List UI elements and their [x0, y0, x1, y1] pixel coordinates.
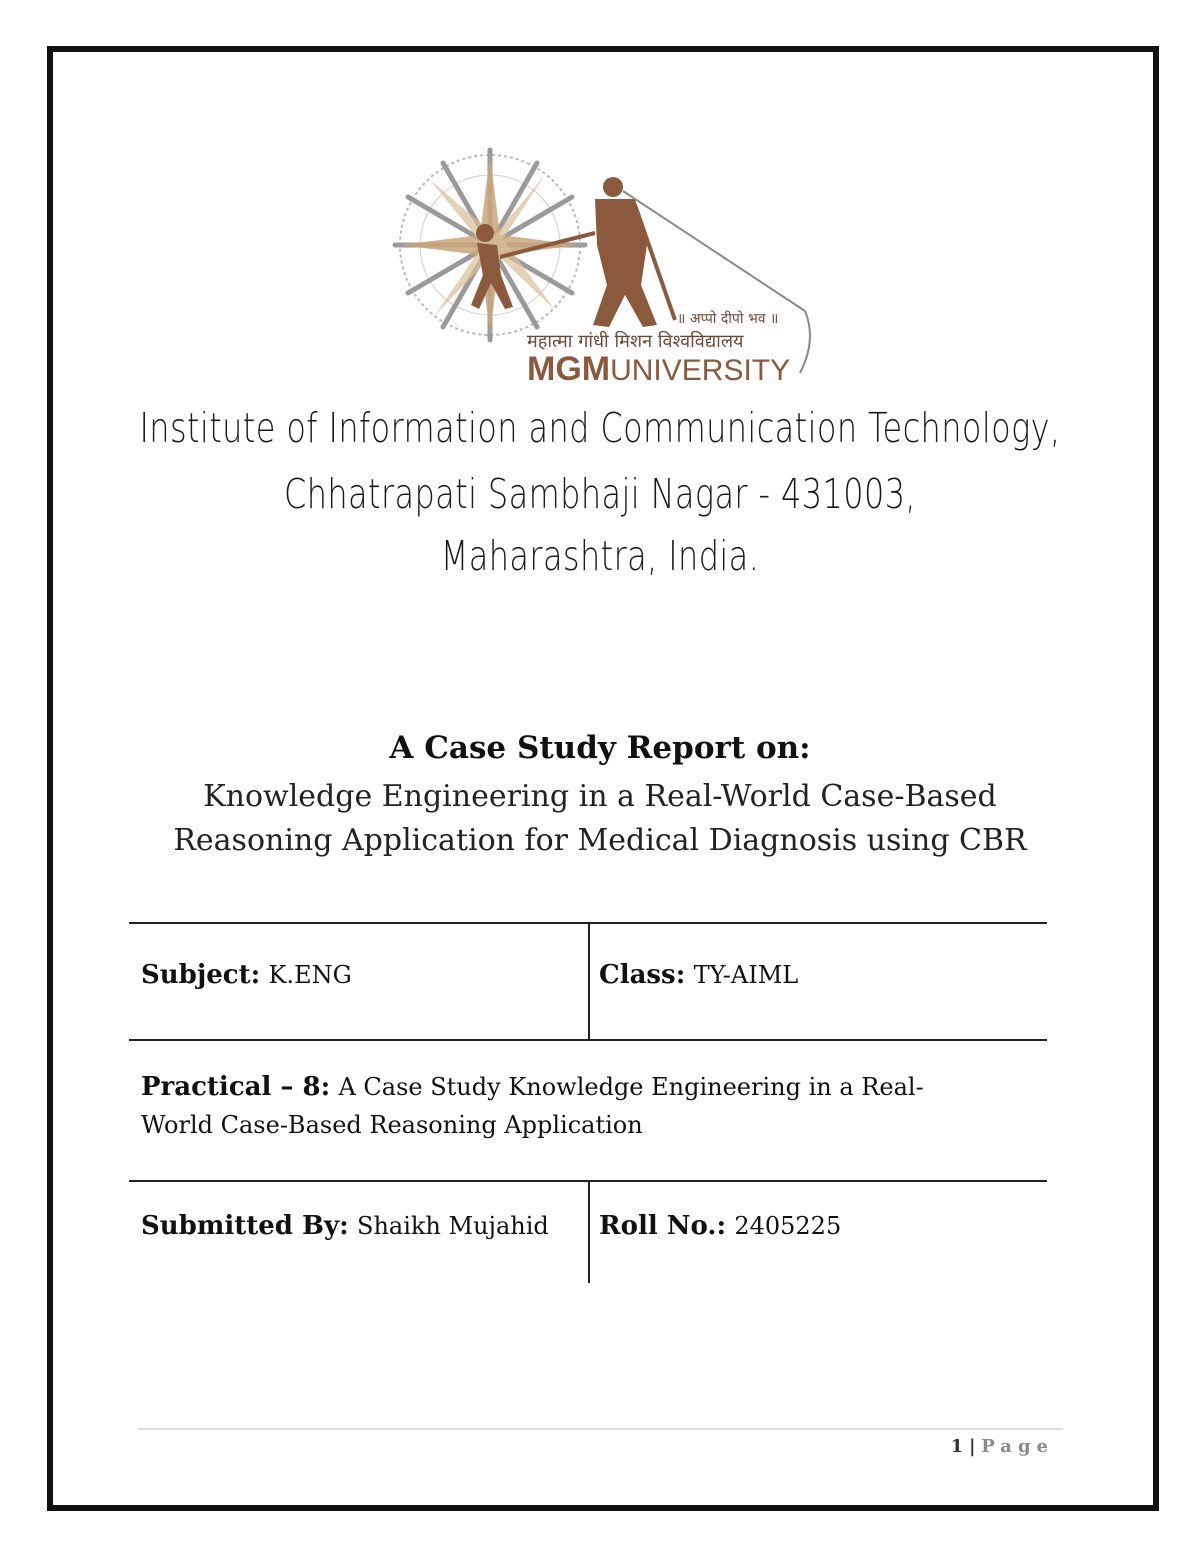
practical-value-line-2: World Case-Based Reasoning Application [141, 1111, 643, 1139]
table-divider-row1 [588, 922, 590, 1040]
institute-name: Institute of Information and Communication Technology, [139, 404, 1061, 452]
practical-label: Practical – 8: [141, 1072, 331, 1102]
submitted-by-cell [141, 1211, 549, 1241]
logo-brand-text [527, 350, 790, 385]
footer-rule [138, 1428, 1063, 1430]
class-label: Class: [599, 960, 686, 990]
submitted-by-value: Shaikh Mujahid [357, 1212, 549, 1240]
mgm-university-logo [385, 135, 815, 385]
roll-no-cell [599, 1211, 841, 1241]
submitted-by-label: Submitted By: [141, 1211, 349, 1241]
report-title [0, 775, 1200, 863]
report-heading: A Case Study Report on: [389, 730, 811, 766]
table-divider-row3 [588, 1180, 590, 1283]
logo-hindi-motto: ॥ अप्पो दीपो भव ॥ [677, 311, 779, 327]
practical-cell [141, 1068, 1031, 1144]
roll-no-value: 2405225 [734, 1212, 842, 1240]
subject-label: Subject: [141, 960, 261, 990]
subject-cell [141, 960, 352, 990]
page-separator: | [968, 1436, 976, 1457]
logo-brand-bold: MGM [527, 350, 611, 385]
institute-city: Chhatrapati Sambhaji Nagar - 431003, [283, 470, 916, 518]
subject-value: K.ENG [268, 961, 352, 989]
gandhi-figure-icon [593, 177, 675, 327]
logo-brand-rest: UNIVERSITY [610, 354, 791, 385]
class-cell [599, 960, 798, 990]
page-word: Page [981, 1436, 1054, 1457]
report-title-line-2: Reasoning Application for Medical Diagnosis using CBR [173, 823, 1027, 858]
page-number: 1 [950, 1436, 964, 1457]
practical-value-line-1: A Case Study Knowledge Engineering in a Real- [338, 1073, 924, 1101]
page-number-footer [951, 1436, 1054, 1457]
institute-state: Maharashtra, India. [440, 532, 760, 580]
logo-hindi-name: महात्मा गांधी मिशन विश्वविद्यालय [527, 331, 744, 352]
table-rule-2 [129, 1039, 1047, 1041]
report-title-line-1: Knowledge Engineering in a Real-World Case-Based [203, 779, 997, 814]
roll-no-label: Roll No.: [599, 1211, 727, 1241]
class-value: TY-AIML [693, 961, 799, 989]
